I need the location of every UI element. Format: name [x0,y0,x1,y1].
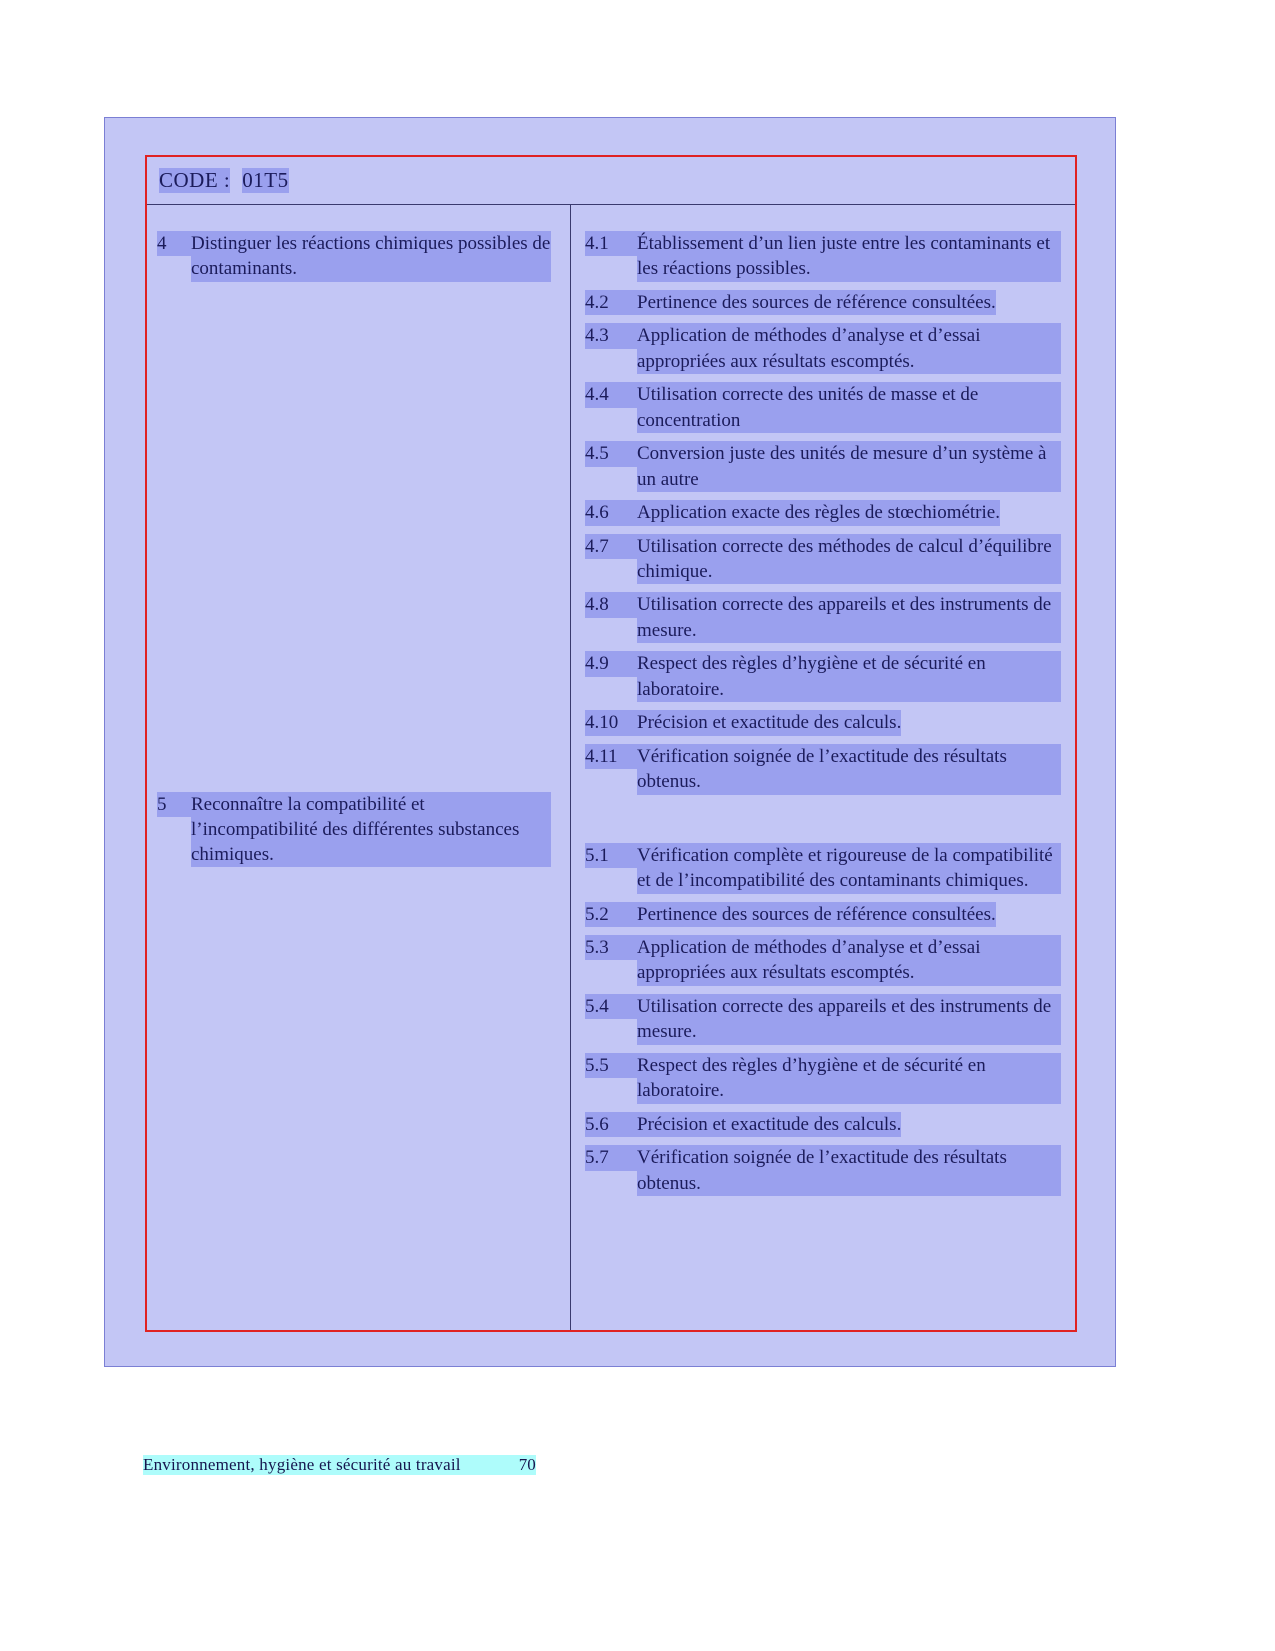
competency-block [147,792,570,868]
criterion-number: 4.5 [585,441,637,466]
criterion-row [571,441,1075,492]
code-row [147,157,1075,205]
criterion-text: Pertinence des sources de référence consultées. [637,290,996,315]
criterion-text: Application de méthodes d’analyse et d’essai appropriées aux résultats escomptés. [637,935,1061,986]
criterion-number: 5.6 [585,1112,637,1137]
criterion-number: 4.7 [585,534,637,559]
criterion-number: 4.8 [585,592,637,617]
criterion-text: Conversion juste des unités de mesure d’un système à un autre [637,441,1061,492]
competency-number: 4 [157,231,191,256]
criterion-text: Respect des règles d’hygiène et de sécurité en laboratoire. [637,1053,1061,1104]
criterion-number: 5.7 [585,1145,637,1170]
criterion-number: 5.4 [585,994,637,1019]
document-page [104,117,1116,1367]
spacer-left [147,296,570,792]
criterion-row [571,1112,1075,1137]
competency-text: Distinguer les réactions chimiques possibles de contaminants. [191,231,551,282]
criterion-row [571,231,1075,282]
criterion-row [571,994,1075,1045]
criteria-group [571,843,1075,1196]
criterion-number: 4.6 [585,500,637,525]
competency-block [147,231,570,282]
criterion-row [571,534,1075,585]
criterion-row [571,843,1075,894]
code-value: 01T5 [242,168,289,192]
competency-text: Reconnaître la compatibilité et l’incompatibilité des différentes substances chimiques. [191,792,551,868]
footer-title: Environnement, hygiène et sécurité au travail [143,1455,461,1474]
criterion-row [571,500,1075,525]
criterion-number: 4.1 [585,231,637,256]
criterion-number: 5.3 [585,935,637,960]
competency-row [147,792,570,868]
criterion-row [571,290,1075,315]
criterion-number: 4.4 [585,382,637,407]
criterion-row [571,935,1075,986]
criterion-number: 4.3 [585,323,637,348]
criterion-text: Application exacte des règles de stœchiométrie. [637,500,1000,525]
criterion-number: 4.9 [585,651,637,676]
criteria-group [571,231,1075,795]
criterion-row [571,710,1075,735]
footer-page-number: 70 [518,1455,536,1474]
criterion-text: Respect des règles d’hygiène et de sécurité en laboratoire. [637,651,1061,702]
competencies-column [147,205,571,1330]
competency-table [147,205,1075,1330]
criteria-column [571,205,1075,1330]
criterion-row [571,651,1075,702]
document-frame [145,155,1077,1332]
criterion-row [571,1145,1075,1196]
code-label: CODE : [159,168,231,192]
criterion-number: 4.11 [585,744,637,769]
criterion-row [571,902,1075,927]
criterion-row [571,592,1075,643]
criterion-text: Utilisation correcte des appareils et des instruments de mesure. [637,994,1061,1045]
group-separator [571,803,1075,843]
criterion-text: Vérification soignée de l’exactitude des résultats obtenus. [637,1145,1061,1196]
criterion-text: Utilisation correcte des méthodes de calcul d’équilibre chimique. [637,534,1061,585]
criterion-text: Pertinence des sources de référence consultées. [637,902,996,927]
criterion-number: 5.5 [585,1053,637,1078]
criterion-text: Vérification complète et rigoureuse de la compatibilité et de l’incompatibilité des contaminants chimiques. [637,843,1061,894]
criterion-number: 4.10 [585,710,637,735]
competency-number: 5 [157,792,191,817]
criterion-text: Utilisation correcte des appareils et des instruments de mesure. [637,592,1061,643]
criterion-number: 5.2 [585,902,637,927]
page-footer [143,1455,536,1475]
criterion-row [571,744,1075,795]
criterion-text: Précision et exactitude des calculs. [637,1112,901,1137]
competency-row [147,231,570,282]
criterion-text: Vérification soignée de l’exactitude des résultats obtenus. [637,744,1061,795]
criterion-text: Utilisation correcte des unités de masse et de concentration [637,382,1061,433]
criterion-number: 4.2 [585,290,637,315]
criterion-row [571,323,1075,374]
criterion-text: Application de méthodes d’analyse et d’essai appropriées aux résultats escomptés. [637,323,1061,374]
criterion-number: 5.1 [585,843,637,868]
criterion-row [571,382,1075,433]
criterion-text: Établissement d’un lien juste entre les contaminants et les réactions possibles. [637,231,1061,282]
criterion-text: Précision et exactitude des calculs. [637,710,901,735]
criterion-row [571,1053,1075,1104]
